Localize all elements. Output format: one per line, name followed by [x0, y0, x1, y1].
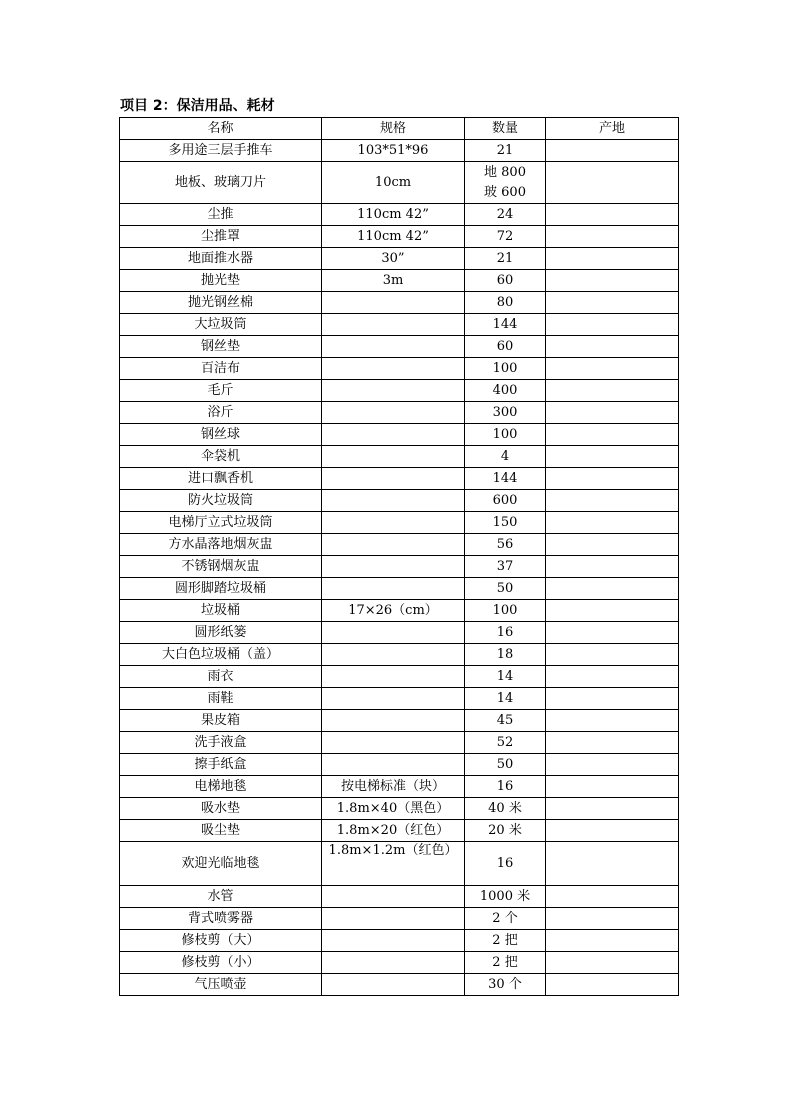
cell-qty	[465, 162, 546, 204]
cell-spec	[322, 292, 465, 314]
cell-spec	[322, 710, 465, 732]
cell-origin	[546, 314, 679, 336]
section-title: 项目 2：保洁用品、耗材	[120, 98, 275, 114]
table-row	[120, 468, 679, 490]
cell-qty: 2 个	[465, 908, 546, 930]
cell-origin	[546, 908, 679, 930]
cell-qty: 45	[465, 710, 546, 732]
table-row	[120, 556, 679, 578]
table-row	[120, 140, 679, 162]
cell-name: 吸水垫	[120, 798, 322, 820]
cell-qty: 72	[465, 226, 546, 248]
cell-spec: 1.8m×1.2m（红色）	[322, 842, 465, 886]
table-row	[120, 644, 679, 666]
cell-origin	[546, 952, 679, 974]
cell-name: 尘推罩	[120, 226, 322, 248]
cell-name: 圆形脚踏垃圾桶	[120, 578, 322, 600]
table-row	[120, 424, 679, 446]
supplies-table	[119, 117, 679, 996]
cell-name: 洗手液盒	[120, 732, 322, 754]
table-row	[120, 292, 679, 314]
cell-origin	[546, 688, 679, 710]
cell-name: 钢丝球	[120, 424, 322, 446]
cell-spec	[322, 512, 465, 534]
cell-qty: 56	[465, 534, 546, 556]
cell-spec	[322, 314, 465, 336]
cell-origin	[546, 292, 679, 314]
cell-qty-line: 地 800	[484, 164, 526, 180]
cell-name: 擦手纸盒	[120, 754, 322, 776]
table-row	[120, 380, 679, 402]
table-row	[120, 490, 679, 512]
cell-qty: 300	[465, 402, 546, 424]
cell-qty: 24	[465, 204, 546, 226]
cell-spec	[322, 732, 465, 754]
table-row	[120, 820, 679, 842]
cell-origin	[546, 666, 679, 688]
cell-name: 方水晶落地烟灰盅	[120, 534, 322, 556]
cell-name: 雨衣	[120, 666, 322, 688]
cell-origin	[546, 820, 679, 842]
cell-name: 欢迎光临地毯	[120, 842, 322, 886]
cell-qty: 21	[465, 140, 546, 162]
cell-qty: 50	[465, 754, 546, 776]
cell-qty: 100	[465, 600, 546, 622]
cell-qty: 400	[465, 380, 546, 402]
table-row	[120, 226, 679, 248]
cell-origin	[546, 336, 679, 358]
cell-spec	[322, 952, 465, 974]
cell-qty: 14	[465, 666, 546, 688]
table-row	[120, 512, 679, 534]
cell-name: 气压喷壶	[120, 974, 322, 996]
cell-name: 吸尘垫	[120, 820, 322, 842]
cell-spec: 3m	[322, 270, 465, 292]
cell-origin	[546, 930, 679, 952]
cell-origin	[546, 512, 679, 534]
cell-origin	[546, 644, 679, 666]
cell-name: 伞袋机	[120, 446, 322, 468]
cell-spec: 17×26（cm）	[322, 600, 465, 622]
table-row	[120, 842, 679, 886]
table-row	[120, 204, 679, 226]
cell-qty: 30 个	[465, 974, 546, 996]
table-row	[120, 600, 679, 622]
cell-origin	[546, 358, 679, 380]
table-row	[120, 930, 679, 952]
cell-spec	[322, 556, 465, 578]
cell-qty: 60	[465, 270, 546, 292]
table-row	[120, 732, 679, 754]
cell-origin	[546, 754, 679, 776]
cell-origin	[546, 600, 679, 622]
cell-origin	[546, 140, 679, 162]
cell-qty: 100	[465, 424, 546, 446]
cell-qty: 37	[465, 556, 546, 578]
cell-origin	[546, 270, 679, 292]
table-row	[120, 534, 679, 556]
table-row	[120, 776, 679, 798]
cell-qty: 18	[465, 644, 546, 666]
cell-origin	[546, 710, 679, 732]
cell-name: 修枝剪（小）	[120, 952, 322, 974]
cell-qty: 100	[465, 358, 546, 380]
table-row	[120, 336, 679, 358]
cell-origin	[546, 162, 679, 204]
cell-spec	[322, 886, 465, 908]
header-qty: 数量	[465, 118, 546, 140]
cell-name: 垃圾桶	[120, 600, 322, 622]
cell-origin	[546, 468, 679, 490]
cell-qty: 16	[465, 776, 546, 798]
cell-qty: 40 米	[465, 798, 546, 820]
cell-qty: 60	[465, 336, 546, 358]
cell-origin	[546, 622, 679, 644]
cell-origin	[546, 380, 679, 402]
cell-qty: 16	[465, 842, 546, 886]
header-spec: 规格	[322, 118, 465, 140]
cell-spec: 30”	[322, 248, 465, 270]
cell-qty: 16	[465, 622, 546, 644]
cell-name: 防火垃圾筒	[120, 490, 322, 512]
table-row	[120, 952, 679, 974]
cell-spec	[322, 490, 465, 512]
cell-spec	[322, 578, 465, 600]
cell-name: 百洁布	[120, 358, 322, 380]
cell-spec: 1.8m×20（红色）	[322, 820, 465, 842]
cell-name: 大垃圾筒	[120, 314, 322, 336]
cell-origin	[546, 798, 679, 820]
cell-origin	[546, 556, 679, 578]
cell-name: 电梯地毯	[120, 776, 322, 798]
cell-spec	[322, 908, 465, 930]
table-row	[120, 402, 679, 424]
cell-qty: 20 米	[465, 820, 546, 842]
cell-qty: 52	[465, 732, 546, 754]
table-row	[120, 270, 679, 292]
cell-spec: 103*51*96	[322, 140, 465, 162]
table-row	[120, 754, 679, 776]
cell-origin	[546, 776, 679, 798]
cell-spec	[322, 688, 465, 710]
cell-qty: 150	[465, 512, 546, 534]
table-row	[120, 886, 679, 908]
cell-name: 背式喷雾器	[120, 908, 322, 930]
cell-origin	[546, 226, 679, 248]
cell-qty: 2 把	[465, 952, 546, 974]
table-row	[120, 248, 679, 270]
table-row	[120, 710, 679, 732]
table-row	[120, 908, 679, 930]
cell-qty: 14	[465, 688, 546, 710]
table-row	[120, 974, 679, 996]
cell-qty-line: 玻 600	[484, 184, 526, 200]
cell-name: 修枝剪（大）	[120, 930, 322, 952]
cell-origin	[546, 402, 679, 424]
table-row	[120, 446, 679, 468]
cell-origin	[546, 886, 679, 908]
table-row	[120, 688, 679, 710]
cell-spec	[322, 930, 465, 952]
cell-spec: 110cm 42”	[322, 226, 465, 248]
header-origin: 产地	[546, 118, 679, 140]
cell-spec: 110cm 42”	[322, 204, 465, 226]
cell-spec	[322, 380, 465, 402]
cell-spec	[322, 402, 465, 424]
cell-spec: 1.8m×40（黑色）	[322, 798, 465, 820]
cell-name: 抛光垫	[120, 270, 322, 292]
cell-spec	[322, 336, 465, 358]
cell-origin	[546, 490, 679, 512]
header-name: 名称	[120, 118, 322, 140]
cell-name: 果皮箱	[120, 710, 322, 732]
cell-spec	[322, 974, 465, 996]
table-row	[120, 162, 679, 204]
cell-spec	[322, 534, 465, 556]
cell-origin	[546, 248, 679, 270]
cell-origin	[546, 534, 679, 556]
cell-name: 浴斤	[120, 402, 322, 424]
table-row	[120, 666, 679, 688]
cell-name: 雨鞋	[120, 688, 322, 710]
cell-name: 电梯厅立式垃圾筒	[120, 512, 322, 534]
cell-spec: 按电梯标准（块）	[322, 776, 465, 798]
cell-name: 地板、玻璃刀片	[120, 162, 322, 204]
cell-qty: 21	[465, 248, 546, 270]
cell-name: 圆形纸篓	[120, 622, 322, 644]
cell-origin	[546, 446, 679, 468]
cell-name: 尘推	[120, 204, 322, 226]
cell-spec	[322, 358, 465, 380]
cell-spec: 10cm	[322, 162, 465, 204]
table-row	[120, 358, 679, 380]
cell-qty: 144	[465, 468, 546, 490]
cell-spec	[322, 644, 465, 666]
cell-origin	[546, 732, 679, 754]
table-row	[120, 622, 679, 644]
table-row	[120, 314, 679, 336]
cell-qty: 80	[465, 292, 546, 314]
cell-qty: 144	[465, 314, 546, 336]
cell-qty: 50	[465, 578, 546, 600]
cell-origin	[546, 204, 679, 226]
cell-qty: 1000 米	[465, 886, 546, 908]
cell-spec	[322, 446, 465, 468]
cell-name: 毛斤	[120, 380, 322, 402]
cell-origin	[546, 578, 679, 600]
cell-spec	[322, 468, 465, 490]
cell-name: 多用途三层手推车	[120, 140, 322, 162]
cell-spec	[322, 754, 465, 776]
cell-origin	[546, 842, 679, 886]
cell-name: 不锈钢烟灰盅	[120, 556, 322, 578]
cell-spec	[322, 424, 465, 446]
cell-spec	[322, 622, 465, 644]
header-row	[120, 118, 679, 140]
cell-origin	[546, 974, 679, 996]
cell-name: 钢丝垫	[120, 336, 322, 358]
cell-name: 进口飘香机	[120, 468, 322, 490]
cell-qty: 2 把	[465, 930, 546, 952]
cell-name: 大白色垃圾桶（盖）	[120, 644, 322, 666]
table-row	[120, 578, 679, 600]
cell-name: 地面推水器	[120, 248, 322, 270]
cell-spec	[322, 666, 465, 688]
cell-name: 水管	[120, 886, 322, 908]
cell-qty: 600	[465, 490, 546, 512]
cell-qty: 4	[465, 446, 546, 468]
cell-name: 抛光钢丝棉	[120, 292, 322, 314]
cell-origin	[546, 424, 679, 446]
table-row	[120, 798, 679, 820]
